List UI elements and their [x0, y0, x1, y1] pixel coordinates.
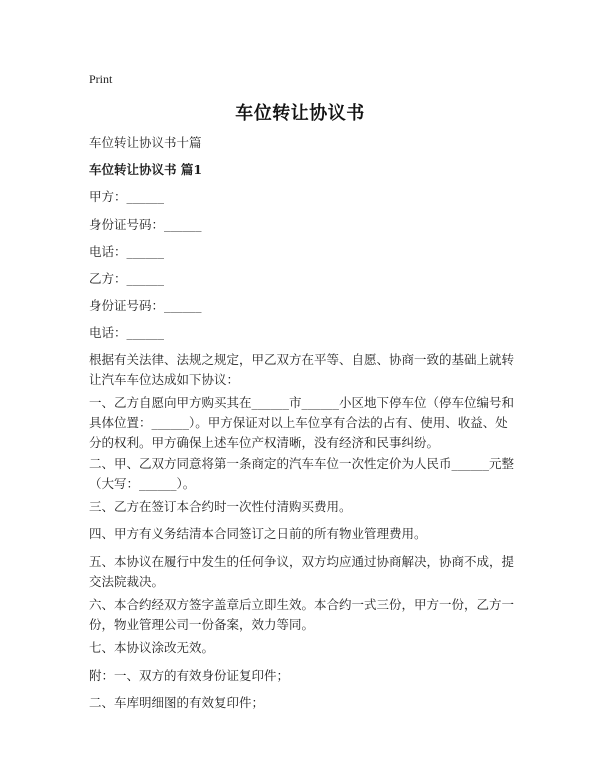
- party-b-line: 乙方：______: [89, 271, 165, 286]
- clause-4-paragraph: 四、甲方有义务结清本合同签订之日前的所有物业管理费用。: [89, 526, 427, 541]
- clause-1-paragraph: 一、乙方自愿向甲方购买其在______市______小区地下停车位（停车位编号和具体位置：______）。甲方保证对以上车位享有合法的占有、使用、收益、处分的权利。甲方确保上述车位产权清晰，没有经济和民事纠纷。: [89, 395, 515, 450]
- party-a-id-line: 身份证号码：______: [89, 217, 202, 232]
- intro-paragraph: 根据有关法律、法规之规定，甲乙双方在平等、自愿、协商一致的基础上就转让汽车车位达成如下协议：: [89, 352, 515, 387]
- party-a-phone-line: 电话：______: [89, 244, 165, 259]
- party-b-id-line: 身份证号码：______: [89, 298, 202, 313]
- clause-7-paragraph: 七、本协议涂改无效。: [89, 640, 215, 655]
- section-heading: 车位转让协议书 篇1: [89, 162, 203, 177]
- attachment-1-line: 附：一、双方的有效身份证复印件；: [89, 668, 290, 683]
- clause-2-paragraph: 二、甲、乙双方同意将第一条商定的汽车车位一次性定价为人民币______元整（大写：______）。: [89, 456, 515, 491]
- clause-5-paragraph: 五、本协议在履行中发生的任何争议，双方均应通过协商解决，协商不成，提交法院裁决。: [89, 554, 515, 589]
- print-label: Print: [89, 72, 113, 86]
- clause-3-paragraph: 三、乙方在签订本合约时一次性付清购买费用。: [89, 499, 352, 514]
- clause-6-paragraph: 六、本合约经双方签字盖章后立即生效。本合约一式三份，甲方一份，乙方一份，物业管理公司一份备案，效力等同。: [89, 597, 515, 632]
- attachment-2-line: 二、车库明细图的有效复印件；: [89, 695, 265, 710]
- document-subtitle: 车位转让协议书十篇: [89, 135, 202, 150]
- party-b-phone-line: 电话：______: [89, 325, 165, 340]
- party-a-line: 甲方：______: [89, 189, 165, 204]
- document-title: 车位转让协议书: [235, 103, 365, 124]
